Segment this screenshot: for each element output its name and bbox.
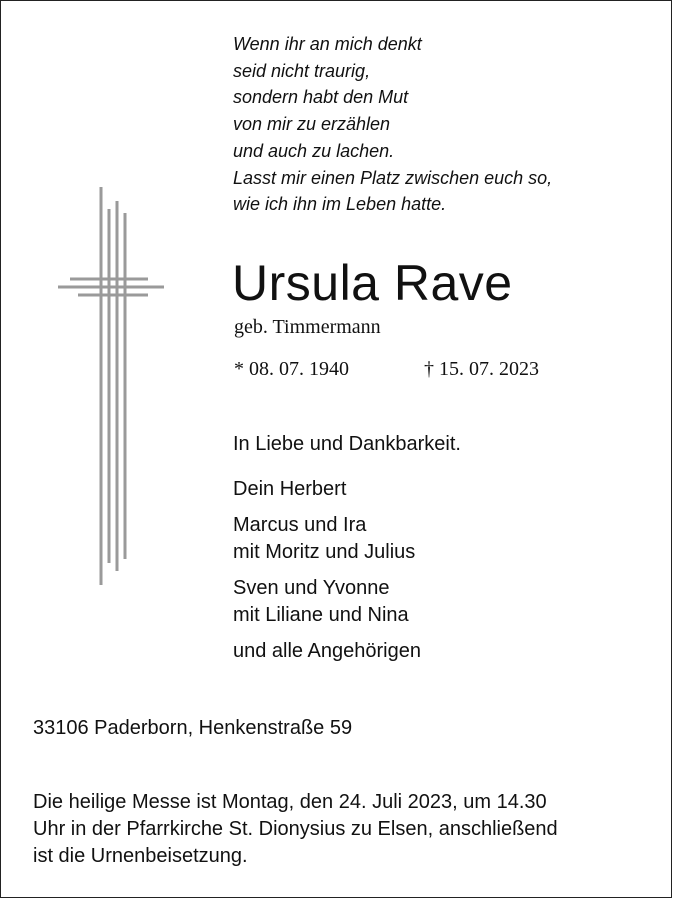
poem-line: Lasst mir einen Platz zwischen euch so,: [233, 167, 553, 188]
mourner-family-line: Sven und Yvonne: [233, 577, 390, 599]
mourner-family-line: mit Moritz und Julius: [233, 541, 416, 563]
poem-line: wie ich ihn im Leben hatte.: [233, 194, 447, 215]
service-line: Uhr in der Pfarrkirche St. Dionysius zu Elsen, anschließend: [33, 818, 558, 840]
address: 33106 Paderborn, Henkenstraße 59: [33, 717, 353, 739]
poem-line: sondern habt den Mut: [233, 87, 409, 108]
mourner-others: und alle Angehörigen: [233, 640, 421, 662]
service-line: ist die Urnenbeisetzung.: [33, 845, 248, 867]
mourner-family-line: mit Liliane und Nina: [233, 604, 409, 626]
mourners: [233, 431, 461, 665]
cross-icon: [56, 187, 168, 585]
mourners-intro: In Liebe und Dankbarkeit.: [233, 433, 461, 455]
service-line: Die heilige Messe ist Montag, den 24. Juli 2023, um 14.30: [33, 791, 547, 813]
poem-line: von mir zu erzählen: [233, 114, 391, 135]
poem-line: seid nicht traurig,: [233, 60, 371, 81]
poem-line: und auch zu lachen.: [233, 140, 395, 161]
birth-date: * 08. 07. 1940: [234, 358, 349, 380]
poem: [233, 31, 552, 218]
death-date: † 15. 07. 2023: [424, 358, 539, 380]
mourner-spouse: Dein Herbert: [233, 478, 347, 500]
service-info: [33, 789, 653, 870]
poem-line: Wenn ihr an mich denkt: [233, 34, 422, 54]
deceased-name: Ursula Rave: [232, 255, 513, 311]
birth-name: geb. Timmermann: [234, 316, 381, 338]
mourner-family-line: Marcus und Ira: [233, 514, 367, 536]
